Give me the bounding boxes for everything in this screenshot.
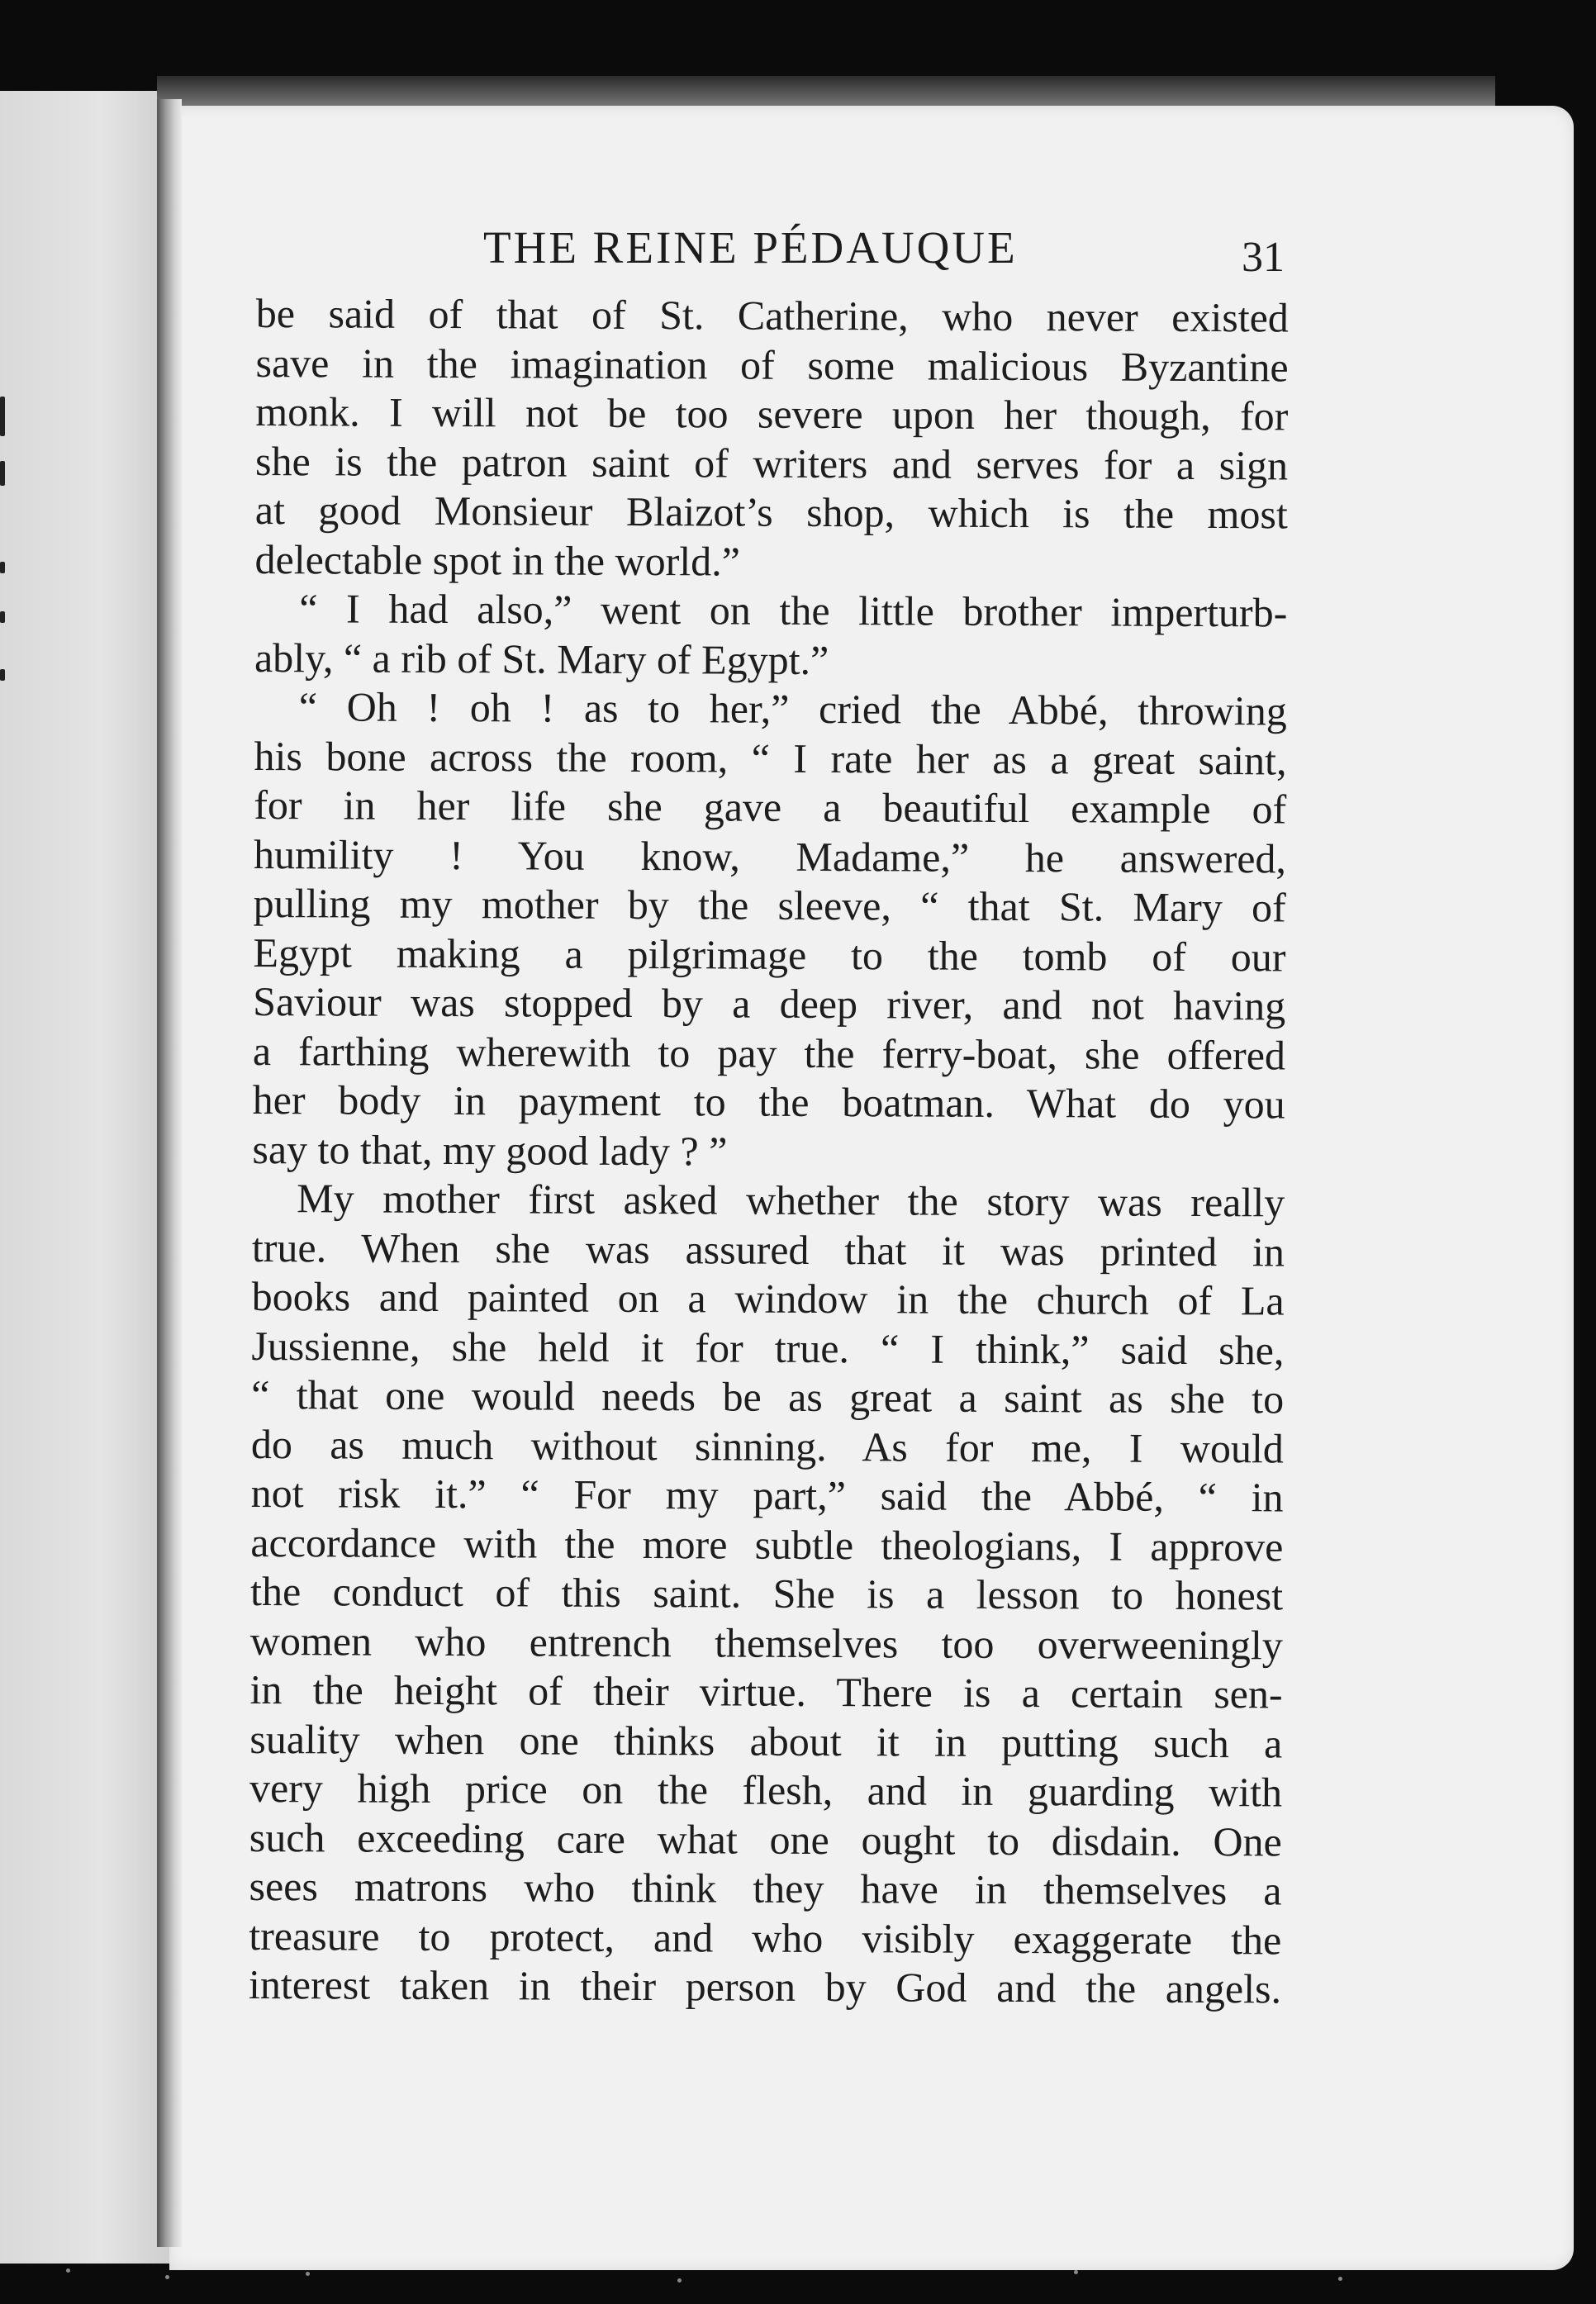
text-line: women who entrench themselves too overweeningly <box>249 1617 1283 1668</box>
text-line: the conduct of this saint. She is a lesson to honest <box>250 1567 1284 1619</box>
text-line: save in the imagination of some malicious Byzantine <box>255 339 1289 390</box>
text-line: a farthing wherewith to pay the ferry-boat, she offered <box>252 1027 1286 1078</box>
bottom-edge-specks <box>50 2264 1371 2288</box>
text-line: “ Oh ! oh ! as to her,” cried the Abbé, throwing <box>298 683 1287 734</box>
text-line: “ that one would needs be as great a saint as she to <box>251 1371 1285 1423</box>
text-line: humility ! You know, Madame,” he answered, <box>253 830 1287 881</box>
text-line: she is the patron saint of writers and serves for a sign <box>254 437 1289 488</box>
text-line: Egypt making a pilgrimage to the tomb of our <box>253 929 1286 980</box>
text-line: Jussienne, she held it for true. “ I think,” said she, <box>251 1322 1285 1373</box>
text-line: accordance with the more subtle theologians, I approve <box>250 1518 1284 1570</box>
text-line: such exceeding care what one ought to disdain. One <box>249 1813 1282 1865</box>
text-line: sees matrons who think they have in themselves a <box>249 1862 1282 1914</box>
left-page-text-fragments <box>0 397 10 710</box>
text-line: monk. I will not be too severe upon her though, for <box>255 387 1289 439</box>
page-top-edge <box>157 76 1495 109</box>
text-line: ably, “ a rib of St. Mary of Egypt.” <box>254 634 829 683</box>
body-text <box>249 289 1289 2014</box>
text-line: not risk it.” “ For my part,” said the Abbé, “ in <box>250 1469 1284 1521</box>
text-line: Saviour was stopped by a deep river, and not having <box>253 977 1286 1029</box>
text-line: be said of that of St. Catherine, who never existed <box>255 290 1289 341</box>
left-page-edge <box>0 91 169 2264</box>
page-number: 31 <box>1242 234 1285 281</box>
text-line: her body in payment to the boatman. What do you <box>252 1076 1285 1128</box>
text-line: delectable spot in the world.” <box>254 535 741 585</box>
text-line: his bone across the room, “ I rate her as a great saint, <box>254 732 1287 783</box>
running-head: THE REINE PÉDAUQUE <box>483 222 1018 273</box>
book-gutter-shadow <box>157 99 182 2247</box>
text-line: interest taken in their person by God and the angels. <box>248 1960 1282 2012</box>
text-line: “ I had also,” went on the little brother imperturb- <box>299 585 1288 636</box>
text-line: pulling my mother by the sleeve, “ that St. Mary of <box>253 879 1286 931</box>
text-line: do as much without sinning. As for me, I would <box>250 1420 1285 1471</box>
text-line: books and painted on a window in the church of La <box>251 1272 1285 1324</box>
text-line: say to that, my good lady ? ” <box>252 1125 728 1174</box>
text-line: treasure to protect, and who visibly exaggerate the <box>249 1912 1282 1963</box>
text-line: at good Monsieur Blaizot’s shop, which is the most <box>254 486 1288 538</box>
text-line: suality when one thinks about it in putting such a <box>249 1715 1283 1766</box>
text-line: true. When she was assured that it was printed in <box>251 1223 1285 1275</box>
text-line: for in her life she gave a beautiful example of <box>254 781 1287 833</box>
text-line: My mother first asked whether the story was really <box>297 1175 1285 1226</box>
text-line: in the height of their virtue. There is a certain sen- <box>249 1665 1283 1717</box>
text-line: very high price on the flesh, and in guarding with <box>249 1764 1283 1816</box>
